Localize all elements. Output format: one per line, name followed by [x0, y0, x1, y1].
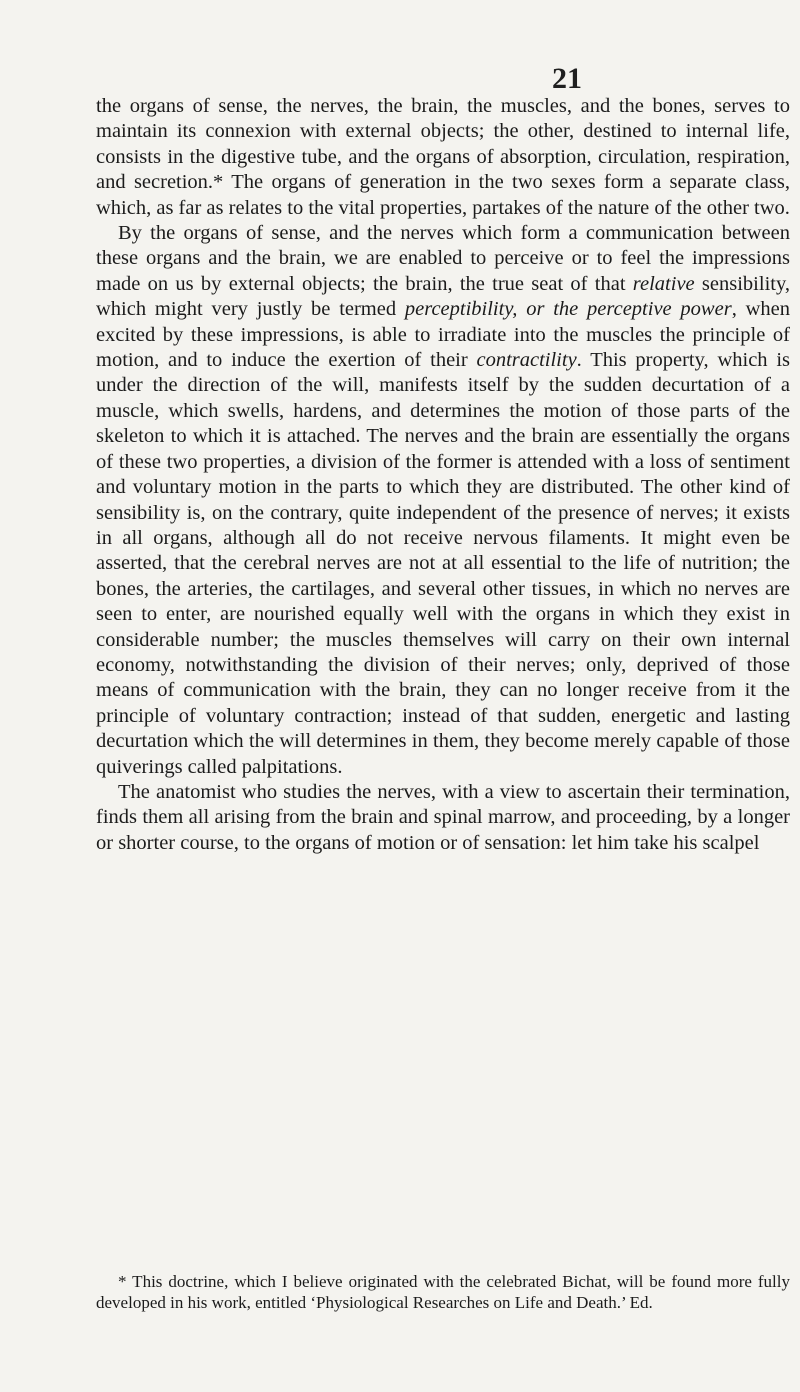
paragraph-2-text-c: , when excited by these impressions, is able to irradiate into the muscles the principle of motion, and to induce the exertion of their	[96, 298, 790, 372]
paragraph-1-text: the organs of sense, the nerves, the brain, the muscles, and the bones, serves to maintain its connexion with external objects; the other, destined to internal life, consists in the digestive tube, and the organs of absorption, circulation, respiration, and secretion.* The organs of generation in the two sexes form a separate class, which, as far as relates to the vital properties, partakes of the nature of the other two.	[96, 95, 790, 219]
paragraph-2-text-b: sensibility, which might very justly be termed	[96, 272, 791, 321]
page-number: 21	[552, 62, 582, 95]
paragraph-2-text-d: . This property, which is under the direction of the will, manifests itself by the sudden decurtation of a muscle, which swells, hardens, and determines the motion of those parts of the skeleton to which it is attached. The nerves and the brain are essentially the organs of these two properties, a division of the former is attended with a loss of sentiment and voluntary motion in the parts to which they are distributed. The other kind of sensibility is, on the contrary, quite independent of the presence of nerves; it exists in all organs, although all do not receive nervous filaments. It might even be asserted, that the cerebral nerves are not at all essential to the life of nutrition; the bones, the arteries, the cartilages, and several other tissues, in which no nerves are seen to enter, are nourished equally well with the organs in which they exist in considerable number; the muscles themselves will carry on their own internal economy, notwithstanding the division of their nerves; only, deprived of those means of communication with the brain, they can no longer receive from it the principle of voluntary contraction; instead of that sudden, energetic and lasting decurtation which the will determines in them, they become merely capable of those quiverings called palpitations.	[96, 349, 790, 778]
paragraph-3-text: The anatomist who studies the nerves, with a view to ascertain their termination, finds them all arising from the brain and spinal marrow, and proceeding, by a longer or shorter course, to the organs of motion or of sensation: let him take his scalpel	[96, 780, 790, 854]
paragraph-2-text-a: By the organs of sense, and the nerves which form a communication between these organs and the brain, we are enabled to perceive or to feel the impressions made on us by external objects; the brain, the true seat of that	[96, 222, 790, 295]
italic-relative: relative	[632, 272, 695, 295]
footnote: * This doctrine, which I believe originated with the celebrated Bichat, will be found more fully developed in his work, entitled ‘Physiological Researches on Life and Death.’ Ed.	[96, 1272, 790, 1312]
paragraph-3	[96, 780, 790, 856]
italic-contractility: contractility	[476, 349, 577, 372]
paragraph-1	[96, 94, 790, 221]
italic-perceptibility: perceptibility, or the perceptive power	[404, 298, 732, 321]
paragraph-2	[96, 221, 790, 780]
body-text	[96, 94, 790, 856]
